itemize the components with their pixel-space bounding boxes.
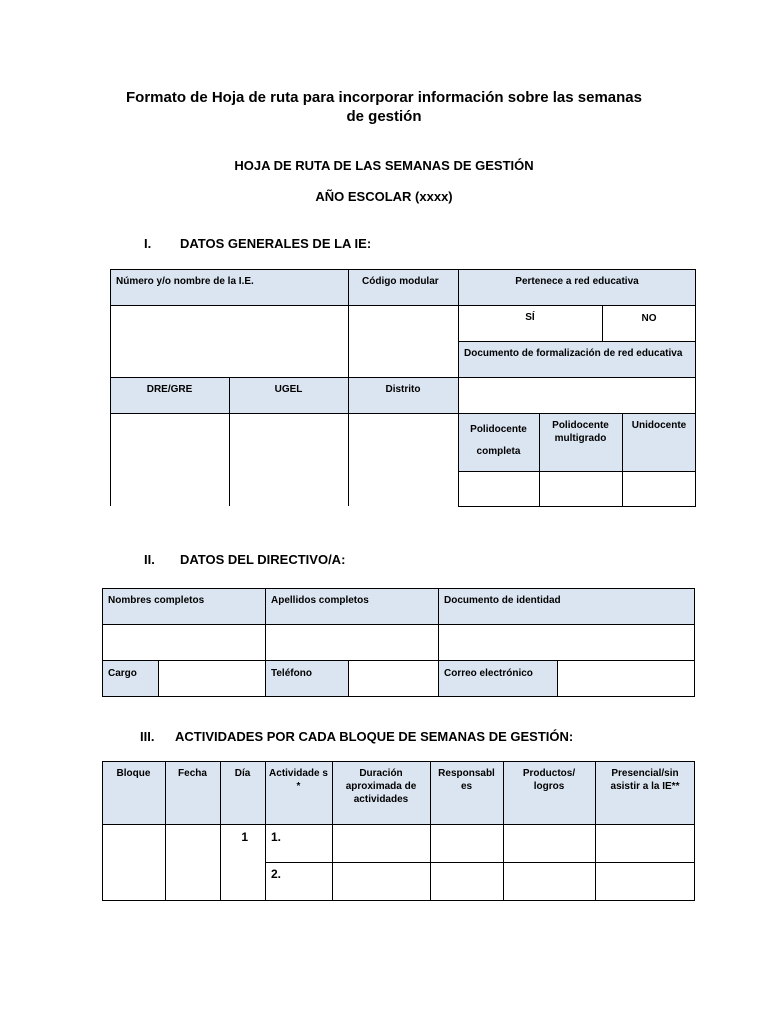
header-responsible-label: Responsabl es (438, 768, 495, 792)
table3-line (265, 761, 266, 901)
header-email-label: Correo electrónico (444, 668, 533, 679)
header-attendance-label: Presencial/sin asistir a la IE** (610, 768, 680, 792)
header-date-label: Fecha (178, 768, 207, 779)
header-day (220, 761, 265, 824)
table1-line (458, 341, 696, 342)
header-ugel (229, 377, 348, 413)
table3-line (430, 761, 431, 901)
table2-line (694, 588, 695, 697)
duration-input-1[interactable] (332, 824, 430, 862)
day-number: 1 (241, 830, 248, 844)
header-phone (265, 661, 348, 696)
duration-input-2[interactable] (332, 862, 430, 900)
header-network-document-label: Documento de formalización de red educativa (464, 348, 683, 359)
responsible-input-2[interactable] (430, 862, 503, 900)
section-1-number: I. (144, 236, 152, 251)
table3-line (265, 862, 695, 863)
table1-line (229, 377, 230, 506)
table3-line (220, 761, 221, 901)
table1-line (458, 269, 459, 507)
table3-line (102, 761, 695, 762)
responsible-input-1[interactable] (430, 824, 503, 862)
header-polidocente-completa (458, 413, 539, 471)
header-ugel-label: UGEL (274, 384, 303, 395)
header-responsible (430, 761, 503, 824)
position-input[interactable] (158, 661, 265, 696)
header-modular-code-label: Código modular (362, 276, 439, 287)
district-input[interactable] (348, 413, 458, 506)
table2-line (158, 660, 159, 697)
header-unidocente (622, 413, 696, 471)
header-network (458, 269, 696, 305)
header-duration-label: Duración aproximada de actividades (345, 768, 417, 805)
table1-line (602, 305, 603, 341)
email-input[interactable] (557, 661, 695, 696)
header-block (102, 761, 165, 824)
header-polidocente-completa-line2: completa (476, 446, 521, 457)
header-duration (332, 761, 430, 824)
network-yes-cell[interactable] (458, 305, 602, 341)
table2-line (557, 660, 558, 697)
header-activities (265, 761, 332, 824)
day-cell[interactable] (220, 824, 265, 900)
table2-line (102, 696, 695, 697)
table3-line (503, 761, 504, 901)
header-position-label: Cargo (108, 668, 137, 679)
header-polidocente-multigrado (539, 413, 622, 471)
table3-line (102, 824, 695, 825)
phone-input[interactable] (348, 661, 438, 696)
table2-line (102, 588, 103, 697)
table1-line (110, 413, 696, 414)
header-network-document (458, 341, 696, 377)
section-2-number: II. (144, 552, 155, 567)
table2-line (438, 588, 439, 697)
network-no-cell[interactable] (602, 305, 696, 341)
table1-line (110, 305, 348, 306)
dre-gre-input[interactable] (110, 413, 229, 506)
header-first-names-label: Nombres completos (108, 595, 205, 606)
date-input[interactable] (165, 824, 220, 900)
table1-line (458, 506, 696, 507)
id-document-input[interactable] (438, 624, 695, 661)
table2-line (265, 588, 266, 697)
network-document-input[interactable] (458, 377, 696, 413)
table1-line (348, 269, 349, 506)
table2-line (102, 624, 695, 625)
activity-row-2[interactable] (265, 862, 332, 900)
header-unidocente-label: Unidocente (631, 420, 687, 431)
activity-row-1[interactable] (265, 824, 332, 862)
products-input-2[interactable] (503, 862, 595, 900)
modular-code-input[interactable] (348, 305, 458, 377)
document-title (90, 88, 678, 126)
header-products-label: Productos/ logros (522, 768, 576, 792)
header-last-names (265, 588, 438, 624)
school-name-input[interactable] (110, 305, 348, 377)
table1-line (695, 269, 696, 507)
header-block-label: Bloque (116, 768, 151, 779)
activity-2-number: 2. (271, 867, 282, 881)
activity-1-number: 1. (271, 830, 282, 844)
header-polidocente-completa-line1: Polidocente (470, 424, 527, 435)
header-id-document-label: Documento de identidad (444, 595, 561, 606)
section-1-title: DATOS GENERALES DE LA IE: (180, 236, 372, 251)
header-products (503, 761, 595, 824)
header-id-document (438, 588, 695, 624)
header-polidocente-multigrado-label: Polidocente multigrado (552, 420, 609, 444)
network-no-label: NO (641, 313, 657, 324)
header-district-label: Distrito (385, 384, 421, 395)
section-2-title: DATOS DEL DIRECTIVO/A: (180, 552, 346, 567)
network-yes-label: SÍ (525, 312, 535, 323)
polidocente-completa-input[interactable] (458, 471, 539, 506)
table3-line (165, 761, 166, 901)
header-day-label: Día (234, 768, 251, 779)
document-title-line1: Formato de Hoja de ruta para incorporar información sobre las semanas (126, 89, 642, 106)
header-school-name (110, 269, 348, 305)
header-date (165, 761, 220, 824)
first-names-input[interactable] (102, 624, 265, 661)
header-last-names-label: Apellidos completos (271, 595, 369, 606)
attendance-input-2[interactable] (595, 862, 695, 900)
table1-line (458, 471, 696, 472)
table1-line (110, 269, 111, 506)
ugel-input[interactable] (229, 413, 348, 506)
header-phone-label: Teléfono (271, 668, 312, 679)
table3-line (102, 900, 695, 901)
header-dre-gre (110, 377, 229, 413)
table2-line (348, 660, 349, 697)
table1-line (110, 377, 696, 378)
table1-line (110, 269, 696, 270)
table3-line (332, 761, 333, 901)
document-title-line2: de gestión (346, 108, 422, 125)
table1-line (539, 413, 540, 507)
roadmap-heading: HOJA DE RUTA DE LAS SEMANAS DE GESTIÓN (234, 158, 534, 173)
table3-line (694, 761, 695, 901)
table2-line (102, 588, 695, 589)
section-3-title: ACTIVIDADES POR CADA BLOQUE DE SEMANAS DE GESTIÓN: (175, 729, 574, 744)
unidocente-input[interactable] (622, 471, 696, 506)
attendance-input-1[interactable] (595, 824, 695, 862)
header-position (102, 661, 158, 696)
school-year-heading: AÑO ESCOLAR (xxxx) (315, 189, 453, 204)
header-first-names (102, 588, 265, 624)
header-dre-gre-label: DRE/GRE (146, 384, 193, 395)
table1-line (622, 413, 623, 507)
table2-line (102, 660, 695, 661)
table3-line (595, 761, 596, 901)
table1-line (348, 305, 696, 306)
header-district (348, 377, 458, 413)
header-email (438, 661, 557, 696)
header-attendance (595, 761, 695, 824)
header-activities-label: Actividade s * (269, 768, 328, 792)
header-network-label: Pertenece a red educativa (515, 276, 639, 287)
last-names-input[interactable] (265, 624, 438, 661)
header-school-name-label: Número y/o nombre de la I.E. (116, 276, 254, 287)
polidocente-multigrado-input[interactable] (539, 471, 622, 506)
header-modular-code (348, 269, 458, 305)
products-input-1[interactable] (503, 824, 595, 862)
section-3-number: III. (140, 729, 155, 744)
block-input[interactable] (102, 824, 165, 900)
table3-line (102, 761, 103, 901)
